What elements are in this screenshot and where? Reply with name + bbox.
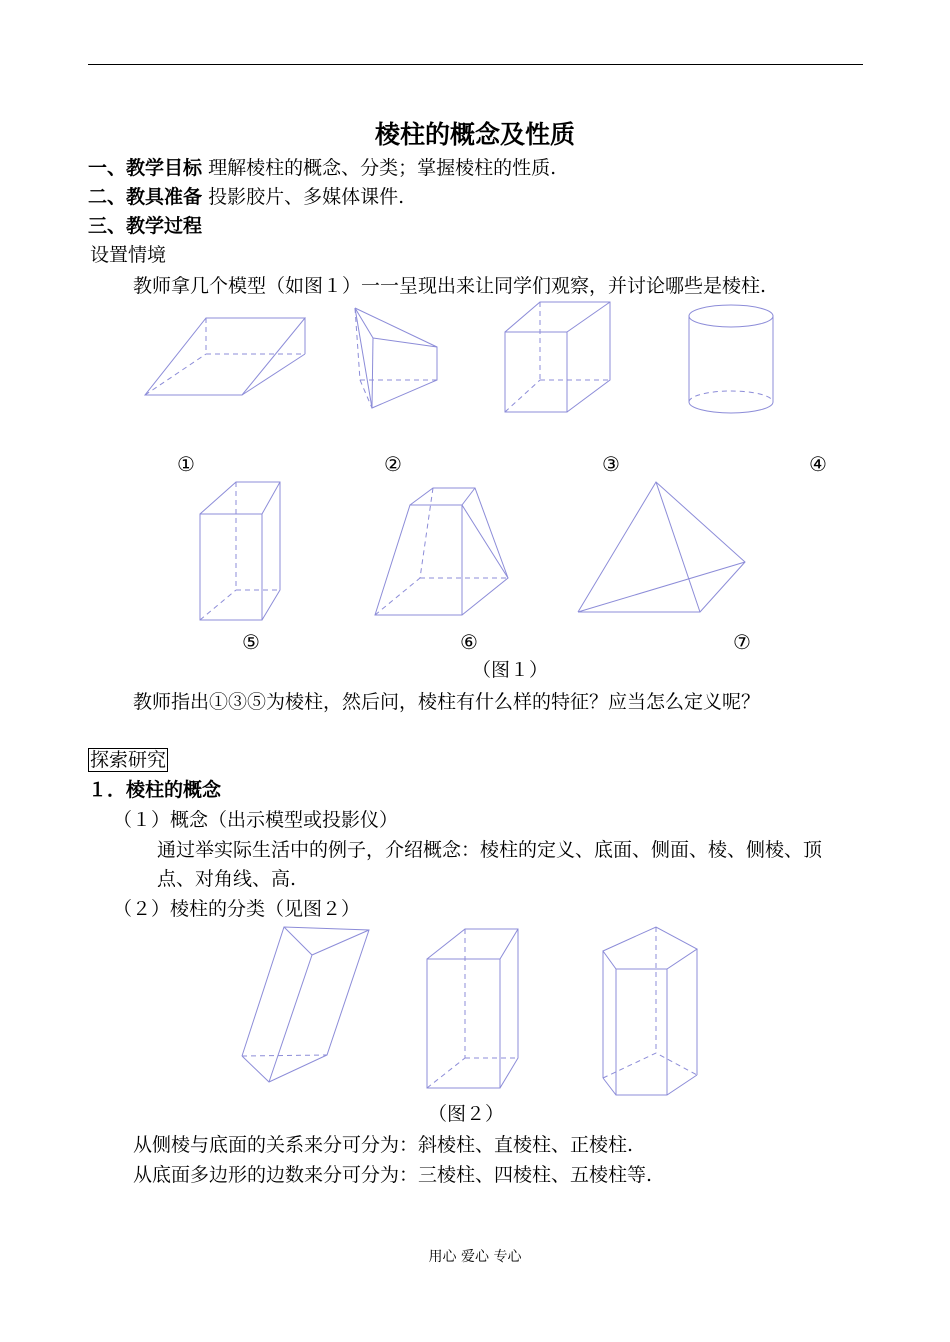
fig1-label-5: ⑤	[242, 630, 260, 654]
fig1-label-4: ④	[809, 452, 827, 476]
fig1-label-7: ⑦	[733, 630, 751, 654]
sub1-text-line2: 点、对角线、高.	[157, 868, 297, 890]
explore-heading: 探索研究	[90, 749, 167, 771]
goal-text: 理解棱柱的概念、分类；掌握棱柱的性质.	[208, 157, 557, 179]
fig1-label-6: ⑥	[460, 630, 478, 654]
situation-intro: 教师拿几个模型（如图１）一一呈现出来让同学们观察，并讨论哪些是棱柱.	[133, 275, 767, 297]
situation-conclusion: 教师指出①③⑤为棱柱，然后问，棱柱有什么样的特征？应当怎么定义呢？	[133, 691, 761, 713]
fig2-shape-3	[603, 927, 697, 1095]
process-label: 三、教学过程	[88, 215, 203, 237]
fig1-label-1: ①	[177, 452, 195, 476]
sub1-text-line1: 通过举实际生活中的例子，介绍概念：棱柱的定义、底面、侧面、棱、侧棱、顶	[157, 839, 823, 861]
fig1-caption: （图１）	[471, 659, 548, 681]
situation-heading: 设置情境	[90, 244, 167, 266]
sub2-heading: （２）棱柱的分类（见图２）	[113, 898, 361, 920]
tools-text: 投影胶片、多媒体课件.	[208, 186, 405, 208]
sub1-heading: （１）概念（出示模型或投影仪）	[113, 809, 399, 831]
fig2-shape-2	[427, 929, 518, 1088]
fig2-caption: （图２）	[427, 1103, 504, 1125]
page-footer: 用心 爱心 专心	[428, 1249, 522, 1265]
classify-line1: 从侧棱与底面的关系来分可分为：斜棱柱、直棱柱、正棱柱.	[133, 1134, 634, 1156]
tools-label: 二、教具准备	[88, 186, 203, 208]
fig2-shape-1	[242, 927, 369, 1082]
goal-label: 一、教学目标	[88, 157, 203, 179]
concept-heading: １．棱柱的概念	[88, 779, 222, 801]
page-title: 棱柱的概念及性质	[374, 120, 575, 149]
fig1-label-2: ②	[384, 452, 402, 476]
classify-line2: 从底面多边形的边数来分可分为：三棱柱、四棱柱、五棱柱等.	[133, 1164, 653, 1186]
fig1-label-3: ③	[602, 452, 620, 476]
